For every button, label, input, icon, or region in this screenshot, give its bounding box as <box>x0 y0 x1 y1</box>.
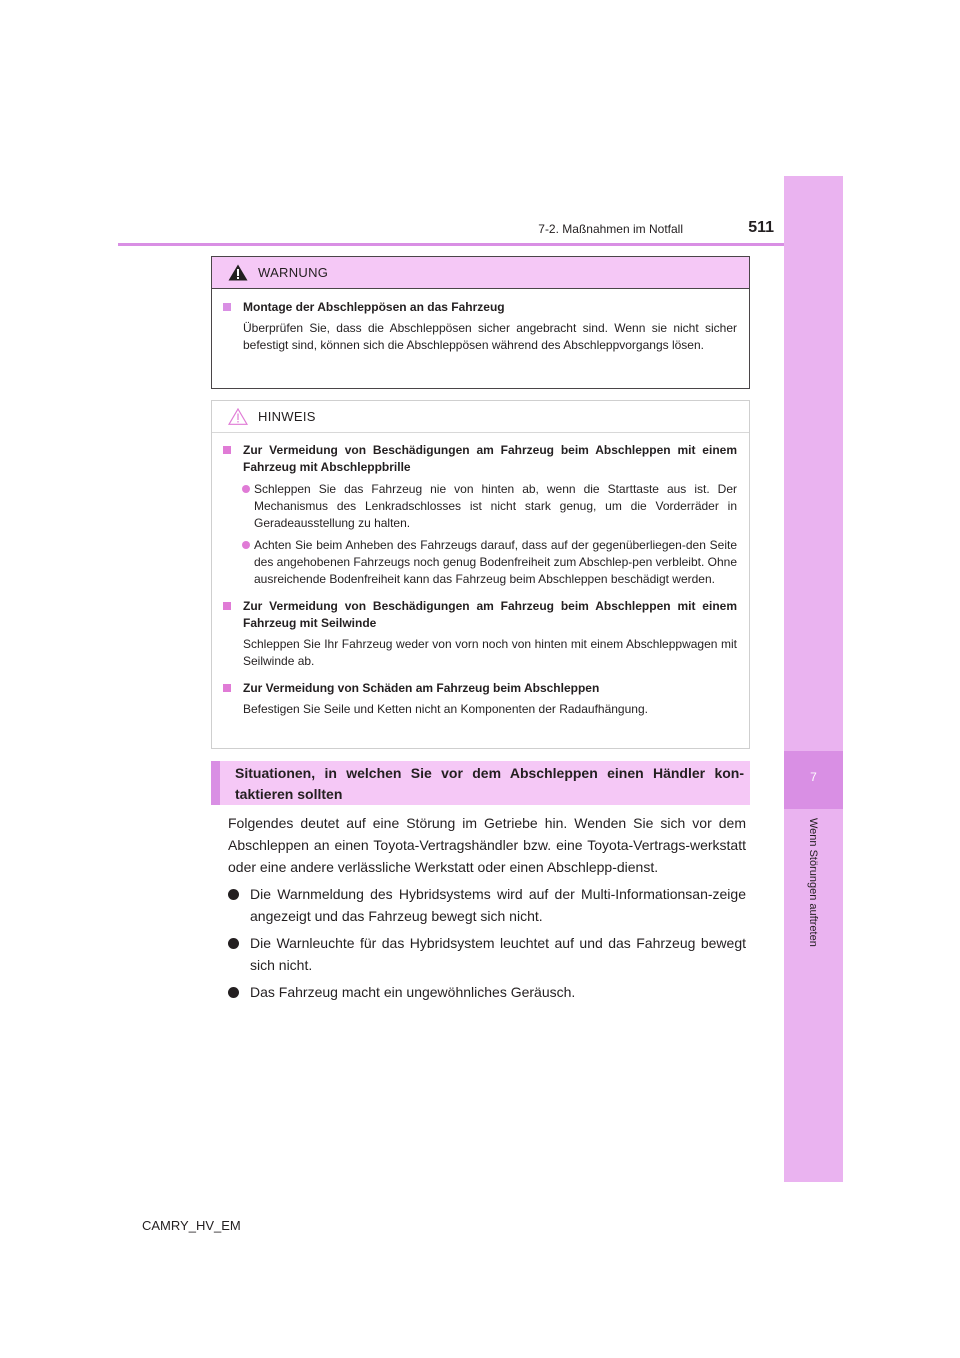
footer-code: CAMRY_HV_EM <box>142 1218 241 1233</box>
intro-paragraph: Folgendes deutet auf eine Störung im Getriebe hin. Wenden Sie sich vor dem Abschleppen an einen Toyota-Vertragshändler bzw. eine Toyota-Vertrags-werkstatt oder eine andere verlässliche Werkstatt oder einen Abschlepp-dienst. <box>228 815 746 875</box>
warning-triangle-icon <box>228 264 248 281</box>
square-bullet-icon <box>223 446 231 454</box>
list-item: Das Fahrzeug macht ein ungewöhnliches Geräusch. <box>228 981 746 1003</box>
section-heading: Situationen, in welchen Sie vor dem Abschleppen einen Händler kon-taktieren sollten <box>235 765 744 802</box>
square-bullet-icon <box>223 684 231 692</box>
notice-body <box>212 432 749 718</box>
notice-item-heading: Zur Vermeidung von Beschädigungen am Fahrzeug beim Abschleppen mit einem Fahrzeug mit Seilwinde <box>223 598 737 632</box>
warning-item-text: Überprüfen Sie, dass die Abschleppösen sicher angebracht sind. Wenn sie nicht sicher befestigt sind, können sich die Abschleppösen während des Abschleppvorgangs lösen. <box>243 321 737 352</box>
warning-body <box>212 289 749 354</box>
chapter-side-tab <box>784 176 843 1182</box>
round-bullet-icon <box>228 889 239 900</box>
notice-bullet: Achten Sie beim Anheben des Fahrzeugs darauf, dass auf der gegenüberliegen-den Seite des angehobenen Fahrzeugs noch genug Bodenfreiheit zum Abschlep-pen verbleibt. Ohne ausreichende Bodenfreiheit kann das Fahrzeug beim Abschleppen beschädigt werden. <box>223 537 737 588</box>
square-bullet-icon <box>223 602 231 610</box>
round-bullet-icon <box>228 987 239 998</box>
header-section-title: 7-2. Maßnahmen im Notfall <box>538 222 683 236</box>
caution-triangle-icon <box>228 408 248 425</box>
section-heading-bar <box>211 761 220 805</box>
notice-divider <box>212 432 749 433</box>
round-bullet-icon <box>242 485 250 493</box>
square-bullet-icon <box>223 303 231 311</box>
warning-item-heading: Montage der Abschleppösen an das Fahrzeug <box>223 299 737 316</box>
header-rule <box>118 243 784 246</box>
notice-item-heading: Zur Vermeidung von Schäden am Fahrzeug beim Abschleppen <box>223 680 737 697</box>
notice-title: HINWEIS <box>258 409 316 424</box>
round-bullet-icon <box>228 938 239 949</box>
warning-box <box>211 256 750 389</box>
list-item: Die Warnmeldung des Hybridsystems wird auf der Multi-Informationsan-zeige angezeigt und das Fahrzeug bewegt sich nicht. <box>228 883 746 927</box>
notice-header <box>212 401 749 432</box>
chapter-number: 7 <box>810 770 817 784</box>
page-number: 511 <box>748 219 774 236</box>
chapter-title: Wenn Störungen auftreten <box>807 818 819 947</box>
warning-header <box>212 257 749 289</box>
main-content <box>228 812 746 1003</box>
notice-item-text: Schleppen Sie Ihr Fahrzeug weder von vorn noch von hinten mit einem Abschleppwagen mit Seilwinde ab. <box>243 637 737 668</box>
section-heading-box <box>211 761 750 805</box>
warning-title: WARNUNG <box>258 265 329 280</box>
notice-box <box>211 400 750 749</box>
list-item: Die Warnleuchte für das Hybridsystem leuchtet auf und das Fahrzeug bewegt sich nicht. <box>228 932 746 976</box>
notice-item-text: Befestigen Sie Seile und Ketten nicht an Komponenten der Radaufhängung. <box>243 702 648 716</box>
notice-bullet: Schleppen Sie das Fahrzeug nie von hinten ab, wenn die Starttaste aus ist. Der Mechanismus des Lenkradschlosses ist nicht stark genug, um die Vorderräder in Geradeausstellung zu halten. <box>223 481 737 532</box>
notice-item-heading: Zur Vermeidung von Beschädigungen am Fahrzeug beim Abschleppen mit einem Fahrzeug mit Abschleppbrille <box>223 442 737 476</box>
round-bullet-icon <box>242 541 250 549</box>
